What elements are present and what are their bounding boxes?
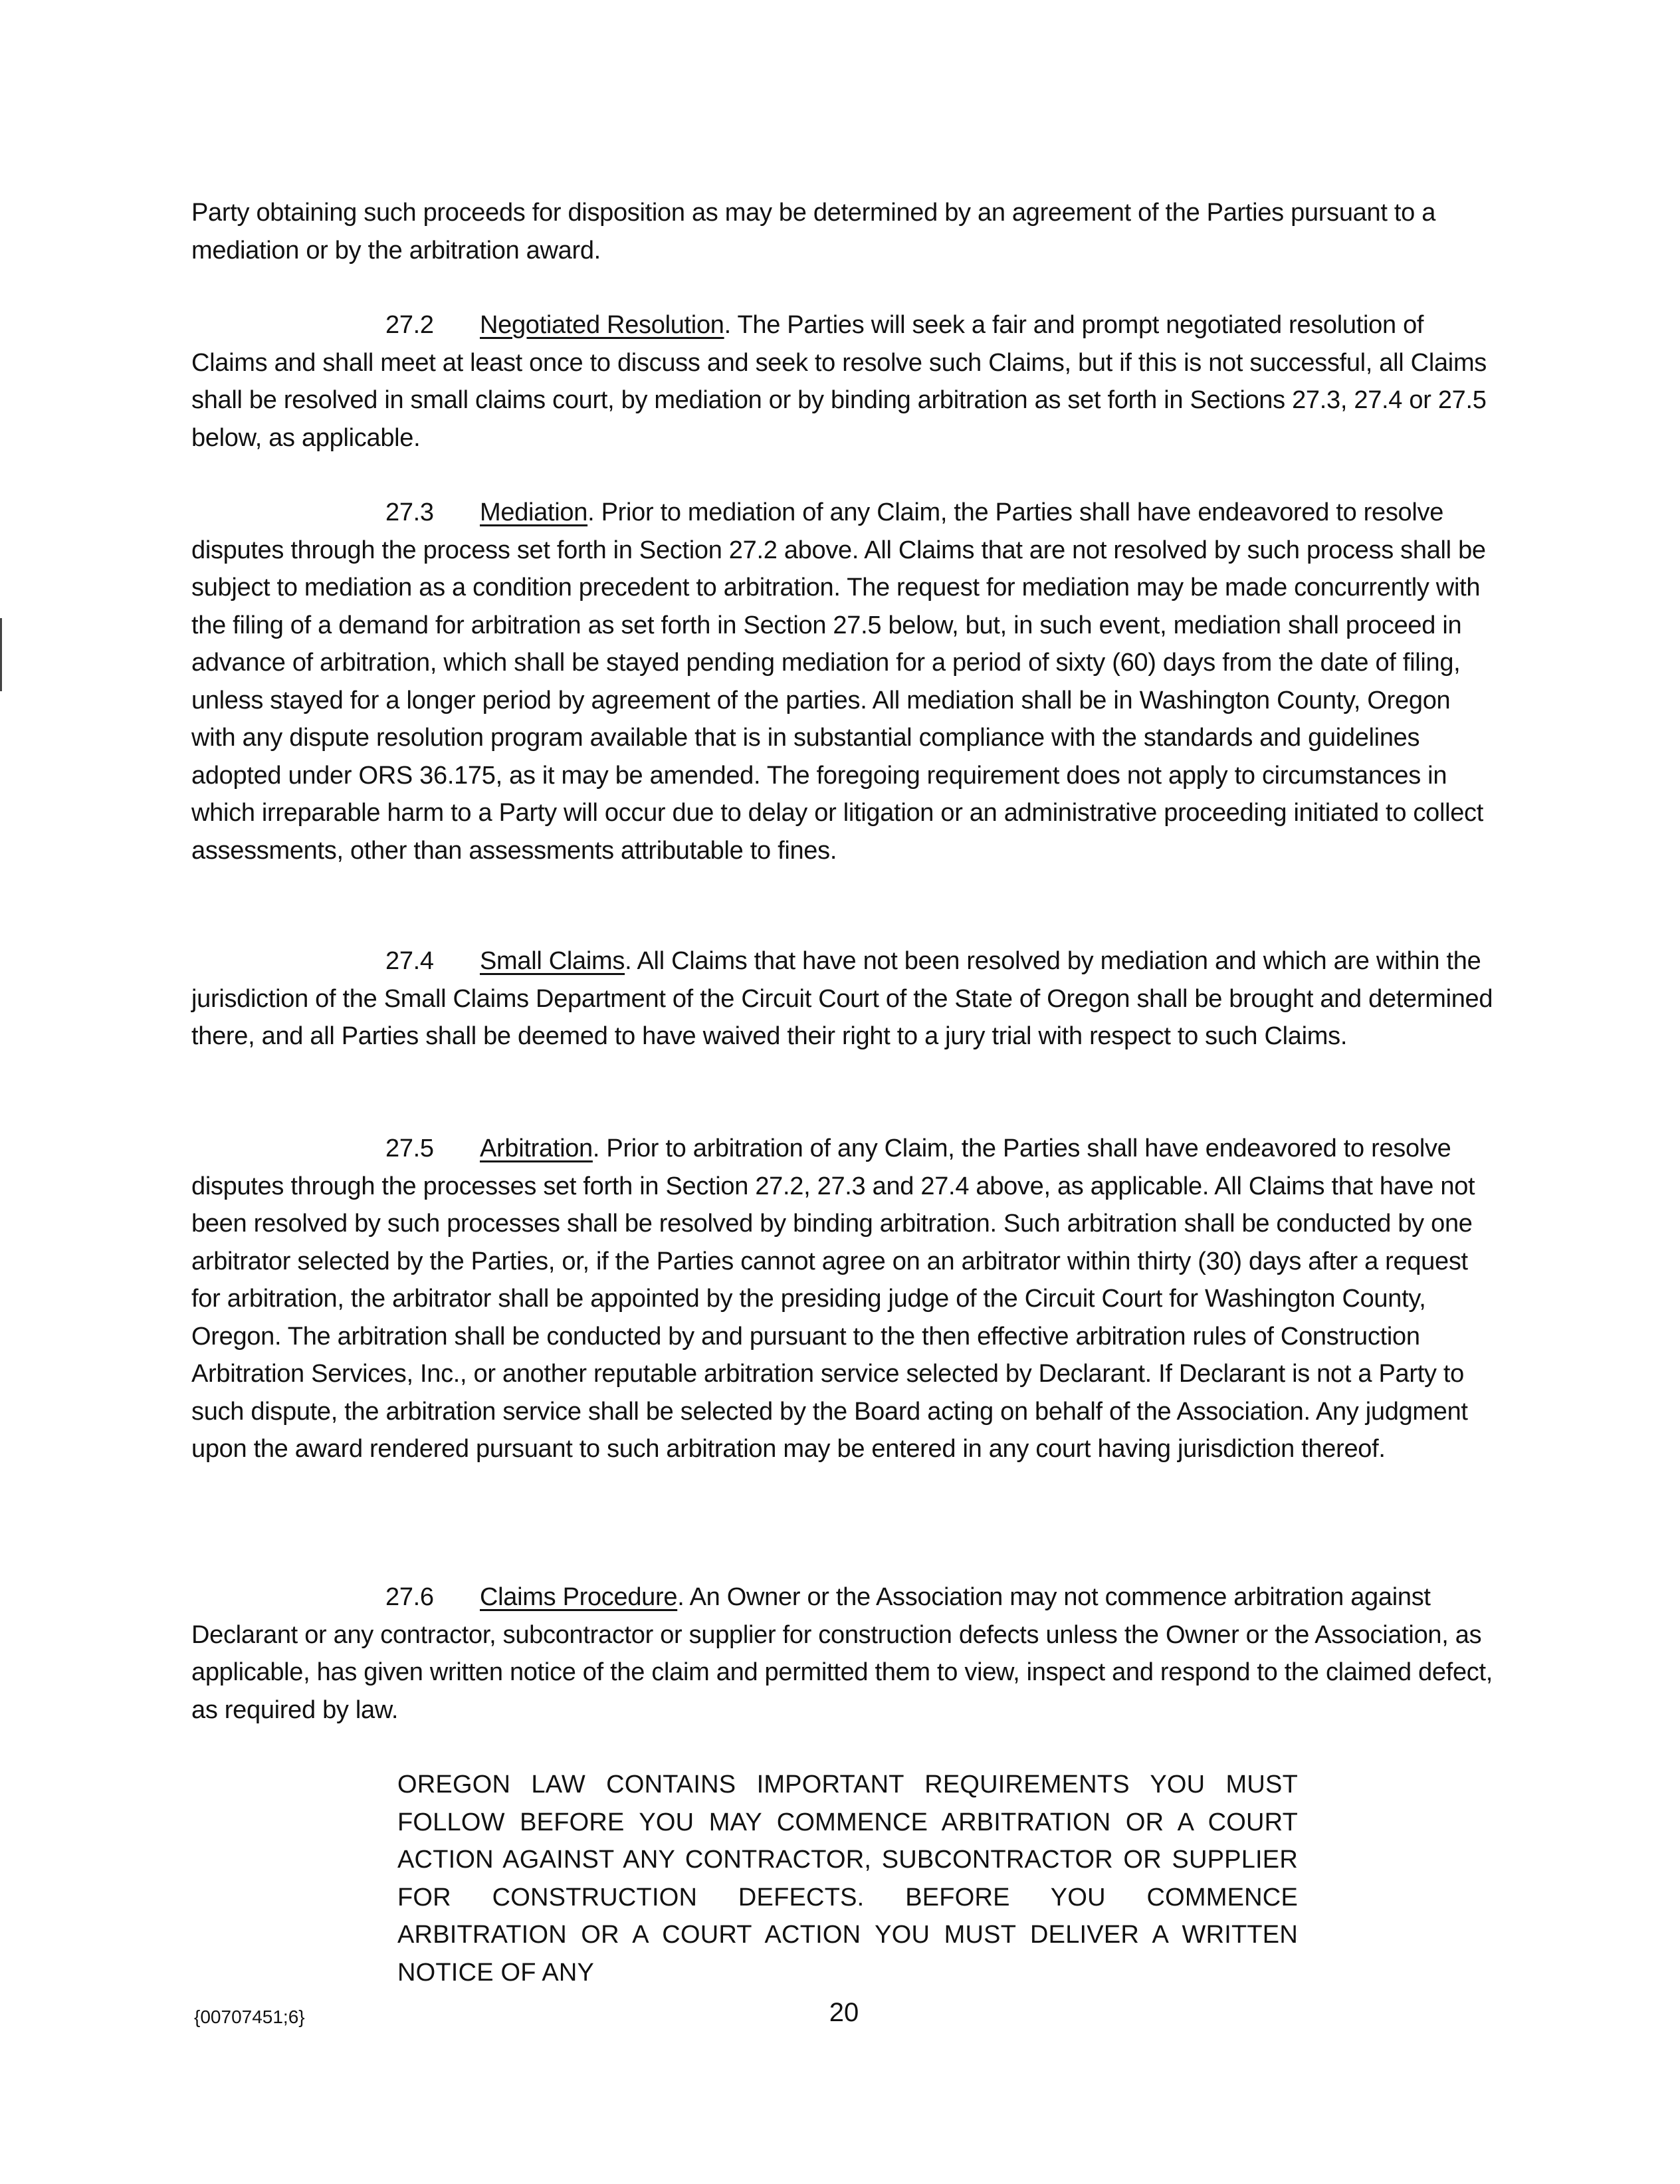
section-heading: Claims Procedure [480, 1583, 678, 1611]
section-number: 27.6 [385, 1583, 434, 1611]
section-number: 27.5 [385, 1135, 434, 1162]
page-number: 20 [829, 1998, 859, 2027]
scan-edge-mark [0, 618, 2, 691]
statutory-notice-block [397, 1766, 1298, 1991]
section-body: . All Claims that have not been resolved by mediation and which are within the jurisdiction of the Small Claims Department of the Circuit Court of the State of Oregon shall be brought and determined there, and all Parties shall be deemed to have waived their right to a jury trial with respect to such Claims. [191, 947, 1493, 1050]
section-body: . The Parties will seek a fair and prompt negotiated resolution of Claims and shall meet at least once to discuss and seek to resolve such Claims, but if this is not successful, all Claims shall be resolved in small claims court, by mediation or by binding arbitration as set forth in Sections 27.3, 27.4 or 27.5 below, as applicable. [191, 311, 1487, 452]
section-body: . An Owner or the Association may not commence arbitration against Declarant or any contractor, subcontractor or supplier for construction defects unless the Owner or the Association, as applicable, has given written notice of the claim and permitted them to view, inspect and respond to the claimed defect, as required by law. [191, 1583, 1493, 1724]
document-id: {00707451;6} [194, 2007, 305, 2027]
section-body: . Prior to mediation of any Claim, the Parties shall have endeavored to resolve disputes through the process set forth in Section 27.2 above. All Claims that are not resolved by such process shall be subject to mediation as a condition precedent to arbitration. The request for mediation may be made concurrently with the filing of a demand for arbitration as set forth in Section 27.5 below, but, in such event, mediation shall proceed in advance of arbitration, which shall be stayed pending mediation for a period of sixty (60) days from the date of filing, unless stayed for a longer period by agreement of the parties. All mediation shall be in Washington County, Oregon with any dispute resolution program available that is in substantial compliance with the standards and guidelines adopted under ORS 36.175, as it may be amended. The foregoing requirement does not apply to circumstances in which irreparable harm to a Party will occur due to delay or litigation or an administrative proceeding initiated to collect assessments, other than assessments attributable to fines. [191, 498, 1486, 865]
section-body: . Prior to arbitration of any Claim, the Parties shall have endeavored to resolve disputes through the processes set forth in Section 27.2, 27.3 and 27.4 above, as applicable. All Claims that have not been resolved by such processes shall be resolved by binding arbitration. Such arbitration shall be conducted by one arbitrator selected by the Parties, or, if the Parties cannot agree on an arbitrator within thirty (30) days after a request for arbitration, the arbitrator shall be appointed by the presiding judge of the Circuit Court for Washington County, Oregon. The arbitration shall be conducted by and pursuant to the then effective arbitration rules of Construction Arbitration Services, Inc., or another reputable arbitration service selected by Declarant. If Declarant is not a Party to such dispute, the arbitration service shall be selected by the Board acting on behalf of the Association. Any judgment upon the award rendered pursuant to such arbitration may be entered in any court having jurisdiction thereof. [191, 1135, 1475, 1463]
section-heading: Mediation [480, 498, 588, 526]
continued-paragraph [191, 194, 1494, 269]
section-27-4 [191, 942, 1494, 1055]
section-number: 27.4 [385, 947, 434, 975]
section-27-3 [191, 494, 1494, 869]
section-heading: Small Claims [480, 947, 625, 975]
section-number: 27.3 [385, 498, 434, 526]
section-heading: Arbitration [480, 1135, 593, 1162]
section-27-6 [191, 1579, 1494, 1729]
section-27-5 [191, 1130, 1494, 1468]
section-number: 27.2 [385, 311, 434, 339]
statutory-notice-text: OREGON LAW CONTAINS IMPORTANT REQUIREMENTS YOU MUST FOLLOW BEFORE YOU MAY COMMENCE ARBITRATION OR A COURT ACTION AGAINST ANY CONTRACTOR, SUBCONTRACTOR OR SUPPLIER FOR CONSTRUCTION DEFECTS. BEFORE YOU COMMENCE ARBITRATION OR A COURT ACTION YOU MUST DELIVER A WRITTEN NOTICE OF ANY [397, 1771, 1298, 1987]
continued-paragraph-text: Party obtaining such proceeds for disposition as may be determined by an agreement of the Parties pursuant to a mediation or by the arbitration award. [191, 199, 1436, 265]
section-heading: Negotiated Resolution [480, 311, 724, 339]
section-27-2 [191, 306, 1494, 457]
